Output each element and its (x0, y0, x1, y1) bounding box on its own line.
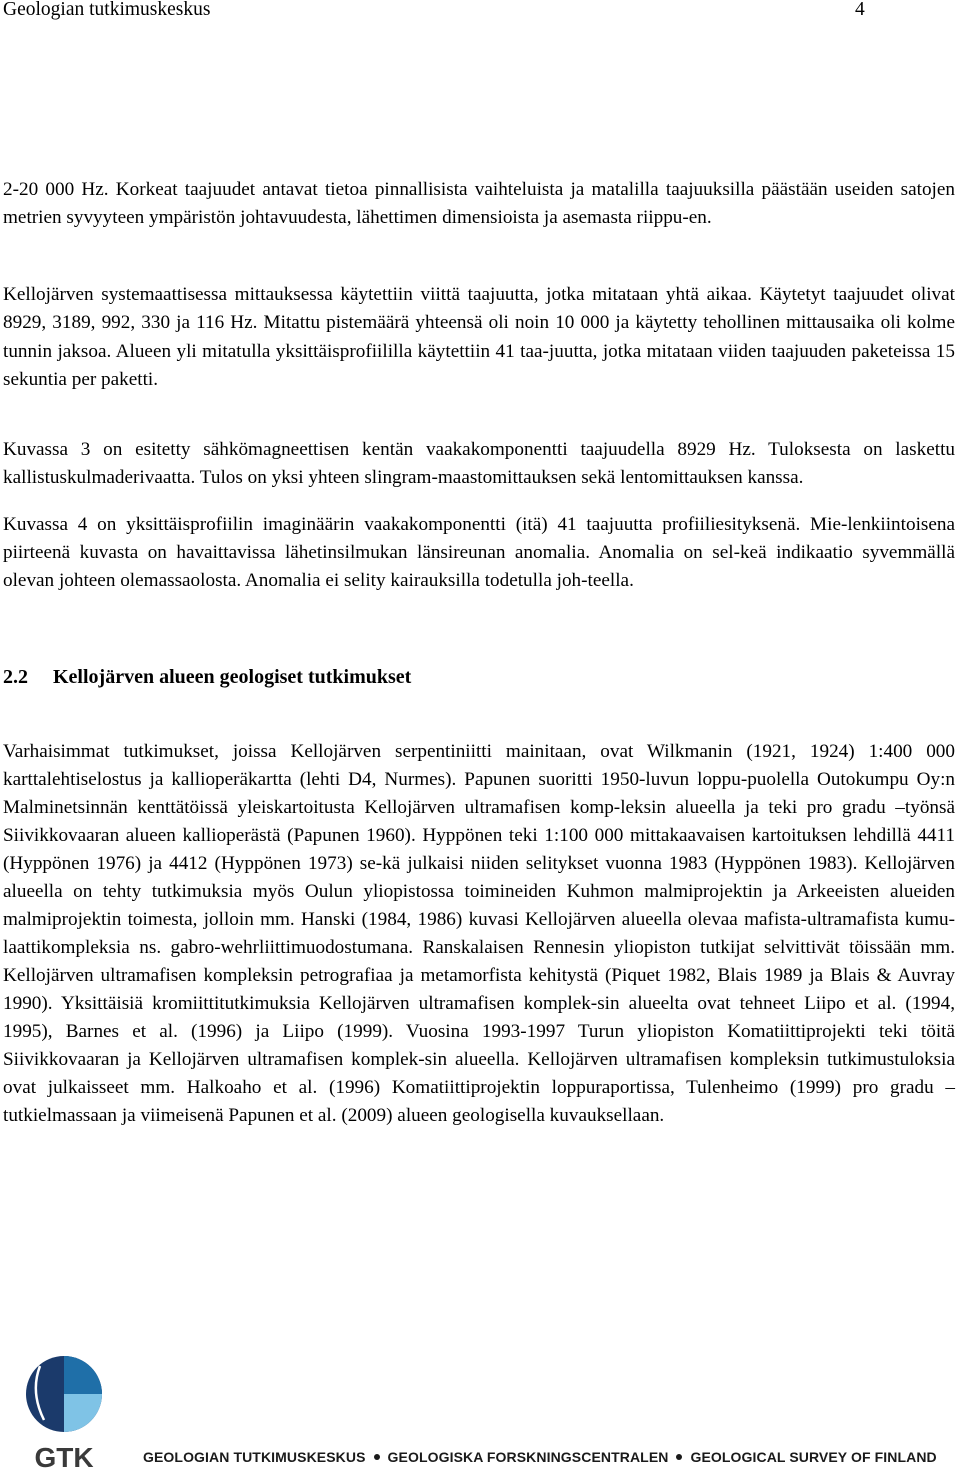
section-title: Kellojärven alueen geologiset tutkimukset (53, 666, 412, 688)
section-number: 2.2 (3, 666, 28, 688)
bullet-icon (374, 1454, 380, 1460)
page-number: 4 (855, 0, 865, 20)
gtk-logo (22, 1352, 106, 1472)
header-organization: Geologian tutkimuskeskus (3, 0, 211, 20)
bullet-icon (676, 1454, 682, 1460)
paragraph-figure-4: Kuvassa 4 on yksittäisprofiilin imaginäärin vaakakomponentti (itä) 41 taajuutta profiiliesityksenä. Mie-lenkiintoisena piirteenä kuvasta on havaittavissa lähetinsilmukan länsireunan anomalia. Anomalia on sel-keä indikaatio syvemmällä olevan johteen olemassaolosta. Anomalia ei selity kairauksilla todetulla joh-teella. (3, 514, 955, 591)
footer-org-en: GEOLOGICAL SURVEY OF FINLAND (690, 1449, 937, 1465)
paragraph-frequency-range: 2-20 000 Hz. Korkeat taajuudet antavat tietoa pinnallisista vaihteluista ja matalilla taajuuksilla päästään useiden satojen metrien syvyyteen ympäristön johtavuudesta, lähettimen dimensioista ja asemasta riippu-en. (3, 179, 955, 228)
paragraph-systematic-measurement: Kellojärven systemaattisessa mittauksessa käytettiin viittä taajuutta, jotka mitataan yhtä aikaa. Käytetyt taajuudet olivat 8929, 3189, 992, 330 ja 116 Hz. Mitattu pistemäärä yhteensä oli noin 10 000 ja käytetty tehollinen mittausaika oli kolme tunnin jaksoa. Alueen yli mitatulla yksittäisprofiililla käytettiin 41 taa-juutta, jotka mitataan viiden taajuuden paketeissa 15 sekuntia per paketti. (3, 284, 955, 390)
footer-org-sv: GEOLOGISKA FORSKNINGSCENTRALEN (387, 1449, 669, 1465)
footer-org-fi: GEOLOGIAN TUTKIMUSKESKUS (143, 1449, 366, 1465)
paragraph-figure-3: Kuvassa 3 on esitetty sähkömagneettisen kentän vaakakomponentti taajuudella 8929 Hz. Tuloksesta on laskettu kallistuskulmaderivaatta. Tulos on yksi yhteen slingram-maastomittauksen sekä lentomittauksen kanssa. (3, 439, 955, 488)
footer-organization-names (143, 1448, 937, 1466)
logo-text: GTK (34, 1442, 94, 1472)
section-heading (3, 662, 411, 692)
paragraph-geological-studies: Varhaisimmat tutkimukset, joissa Kellojärven serpentiniitti mainitaan, ovat Wilkmanin (1921, 1924) 1:400 000 karttalehtiselostus ja kallioperäkartta (lehti D4, Nurmes). Papunen suoritti 1950-luvun loppu-puolella Outokumpu Oy:n Malminetsinnän kenttätöissä yleiskartoitusta Kellojärven ultramafisen komp-leksin alueella ja teki pro gradu –työnsä Siivikkovaaran alueen kallioperästä (Papunen 1960). Hyppönen teki 1:100 000 mittakaavaisen kartoituksen lehdillä 4411 (Hyppönen 1976) ja 4412 (Hyppönen 1973) se-kä julkaisi niiden selitykset vuonna 1983 (Hyppönen 1983). Kellojärven alueella on tehty tutkimuksia myös Oulun yliopistossa toimineiden Kuhmon malmiprojektin ja Arkeeisten alueiden malmiprojektin toimesta, jolloin mm. Hanski (1984, 1986) kuvasi Kellojärven alueella olevaa mafista-ultramafista kumu-laattikompleksia ns. gabro-wehrliittimuodostumana. Ranskalaisen Rennesin yliopiston tutkijat selvittivät töissään mm. Kellojärven ultramafisen kompleksin petrografiaa ja metamorfista kehitystä (Piquet 1982, Blais 1989 ja Blais & Auvray 1990). Yksittäisiä kromiittitutkimuksia Kellojärven ultramafisen komplek-sin alueelta ovat tehneet Liipo et al. (1994, 1995), Barnes et al. (1996) ja Liipo (1999). Vuosina 1993-1997 Turun yliopiston Komatiittiprojekti teki töitä Siivikkovaaran ja Kellojärven ultramafisen komplek-sin alueella. Kellojärven ultramafisen kompleksin tutkimustuloksia ovat julkaisseet mm. Halkoaho et al. (1996) Komatiittiprojektin loppuraportissa, Tulenheimo (1999) pro gradu –tutkielmassaan ja viimeisenä Papunen et al. (2009) alueen geologisella kuvauksellaan. (3, 741, 955, 1126)
